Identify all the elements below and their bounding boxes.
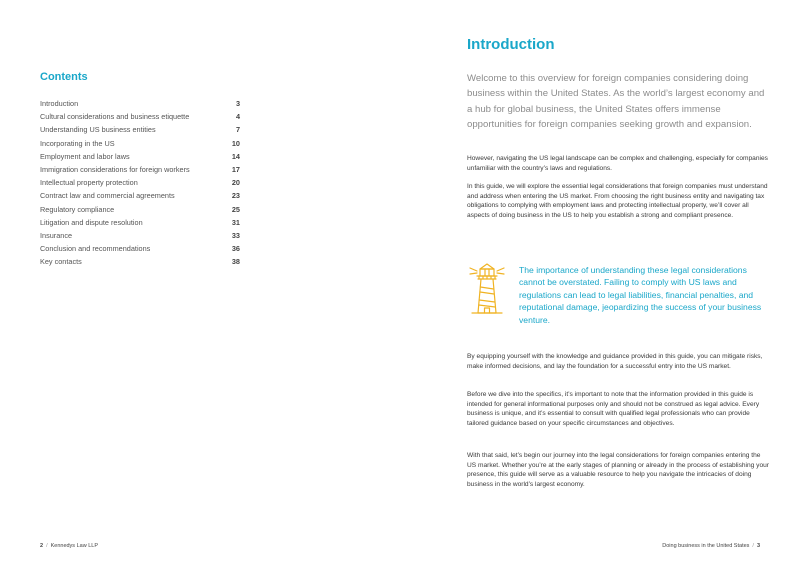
toc-entry-label: Intellectual property protection	[40, 178, 138, 188]
toc-entry[interactable]	[40, 242, 240, 255]
toc-entry-page: 14	[231, 151, 240, 161]
toc-entry[interactable]	[40, 163, 240, 176]
toc-entry-label: Incorporating in the US	[40, 138, 115, 148]
footer-text: Kennedys Law LLP	[50, 543, 98, 549]
toc-entry[interactable]	[40, 150, 240, 163]
toc-entry-page: 7	[235, 125, 240, 135]
page-number: 3	[756, 543, 760, 549]
toc-entry-label: Employment and labor laws	[40, 151, 130, 161]
table-of-contents	[40, 97, 240, 268]
toc-entry[interactable]	[40, 110, 240, 123]
toc-entry[interactable]	[40, 203, 240, 216]
toc-entry-page: 10	[231, 138, 240, 148]
toc-entry-page: 17	[231, 165, 240, 175]
toc-entry-page: 25	[231, 204, 240, 214]
toc-entry-label: Regulatory compliance	[40, 204, 115, 214]
toc-entry[interactable]	[40, 216, 240, 229]
footer-text: Doing business in the United States	[662, 543, 750, 549]
toc-entry-label: Insurance	[40, 230, 73, 240]
toc-entry[interactable]	[40, 189, 240, 202]
toc-entry-label: Contract law and commercial agreements	[40, 191, 175, 201]
toc-entry[interactable]	[40, 229, 240, 242]
toc-entry-page: 38	[231, 257, 240, 267]
body-paragraph: However, navigating the US legal landscape can be complex and challenging, especially for companies unfamiliar with the country’s laws and regulations.	[467, 155, 768, 172]
toc-entry[interactable]	[40, 255, 240, 268]
toc-entry-label: Litigation and dispute resolution	[40, 217, 143, 227]
toc-entry[interactable]	[40, 137, 240, 150]
toc-entry-page: 3	[235, 99, 240, 109]
toc-entry-label: Understanding US business entities	[40, 125, 156, 135]
footer-separator: /	[752, 543, 754, 549]
toc-entry-label: Cultural considerations and business etiquette	[40, 112, 190, 122]
toc-entry-page: 4	[235, 112, 240, 122]
footer-right	[662, 543, 760, 549]
page-title: Introduction	[467, 36, 555, 53]
right-page	[400, 0, 800, 567]
body-paragraph: By equipping yourself with the knowledge and guidance provided in this guide, you can mitigate risks, make informed decisions, and lay the foundation for a successful entry into the US market.	[467, 353, 763, 370]
toc-entry-page: 33	[231, 230, 240, 240]
toc-entry-page: 31	[231, 217, 240, 227]
body-paragraph: Before we dive into the specifics, it’s important to note that the information provided in this guide is intended for general informational purposes only and should not be construed as legal advice. Every business is unique, and it’s essential to consult with qualified legal professionals who can provide tailored guidance based on your specific circumstances and objectives.	[467, 391, 760, 427]
toc-entry[interactable]	[40, 97, 240, 110]
toc-entry-label: Immigration considerations for foreign workers	[40, 165, 190, 175]
page-number: 2	[40, 543, 44, 549]
footer-separator: /	[46, 543, 48, 549]
toc-entry-page: 36	[231, 244, 240, 254]
toc-entry-page: 20	[231, 178, 240, 188]
lead-paragraph: Welcome to this overview for foreign companies considering doing business within the United States. As the world’s largest economy and a hub for global business, the United States offers immense opportunities for foreign companies seeking growth and expansion.	[467, 73, 765, 130]
callout-text: The importance of understanding these legal considerations cannot be overstated. Failing to comply with US laws and regulations can lead to legal liabilities, financial penalties, and reputational damage, jeopardizing the success of your business venture.	[519, 265, 762, 325]
toc-entry-label: Introduction	[40, 99, 79, 109]
footer-left	[40, 543, 98, 549]
body-paragraph: In this guide, we will explore the essential legal considerations that foreign companies must understand and address when entering the US market. From choosing the right business entity and navigating tax obligations to complying with employment laws and protecting intellectual property, we’ll cover all aspects of doing business in the US to help you establish a strong and compliant presence.	[467, 183, 768, 219]
toc-entry[interactable]	[40, 176, 240, 189]
contents-heading: Contents	[40, 71, 88, 83]
toc-entry[interactable]	[40, 123, 240, 136]
toc-entry-page: 23	[231, 191, 240, 201]
toc-entry-label: Key contacts	[40, 257, 82, 267]
toc-entry-label: Conclusion and recommendations	[40, 244, 151, 254]
lighthouse-icon	[468, 262, 506, 318]
body-paragraph: With that said, let’s begin our journey into the legal considerations for foreign companies entering the US market. Whether you’re at the early stages of planning or already in the process of establishing your presence, this guide will serve as a valuable resource to help you navigate the intricacies of doing business in the world’s largest economy.	[467, 452, 770, 488]
